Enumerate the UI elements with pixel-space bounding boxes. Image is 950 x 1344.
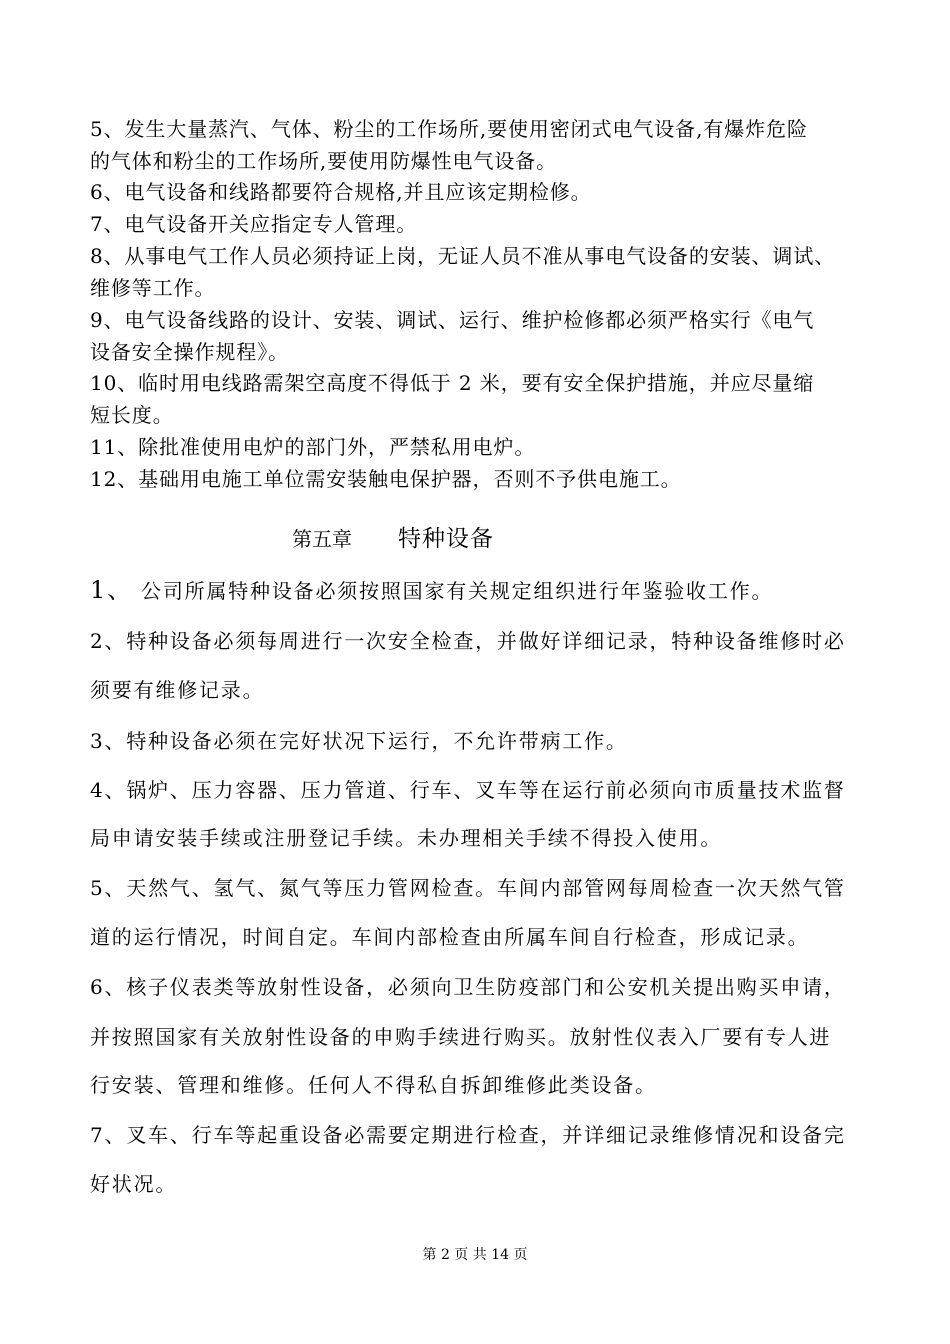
paragraph-line: 5、发生大量蒸汽、气体、粉尘的工作场所,要使用密闭式电气设备,有爆炸危险 (90, 117, 808, 141)
item-number: 1、 (90, 576, 133, 604)
paragraph-line: 5、天然气、氢气、氮气等压力管网检查。车间内部管网每周检查一次天然气管 (90, 876, 846, 900)
page-number-footer: 第 2 页 共 14 页 (422, 1247, 528, 1263)
chapter-heading (292, 524, 494, 556)
paragraph-line: 12、基础用电施工单位需安装触电保护器，否则不予供电施工。 (90, 467, 682, 491)
paragraph-line: 好状况。 (90, 1172, 178, 1196)
item-text: 公司所属特种设备必须按照国家有关规定组织进行年鉴验收工作。 (141, 579, 774, 603)
paragraph-line: 7、电气设备开关应指定专人管理。 (90, 212, 418, 236)
paragraph-line: 10、临时用电线路需架空高度不得低于 2 米，要有安全保护措施，并应尽量缩 (90, 371, 815, 395)
paragraph-line: 短长度。 (90, 403, 174, 427)
paragraph-line: 道的运行情况，时间自定。车间内部检查由所属车间自行检查，形成记录。 (90, 925, 810, 949)
paragraph-line: 9、电气设备线路的设计、安装、调试、运行、维护检修都必须严格实行《电气 (90, 308, 815, 332)
paragraph-line: 6、核子仪表类等放射性设备，必须向卫生防疫部门和公安机关提出购买申请， (90, 975, 846, 999)
paragraph-line: 的气体和粉尘的工作场所,要使用防爆性电气设备。 (90, 149, 558, 173)
paragraph-line: 并按照国家有关放射性设备的申购手续进行购买。放射性仪表入厂要有专人进 (90, 1025, 832, 1049)
paragraph-line: 3、特种设备必须在完好状况下运行，不允许带病工作。 (90, 729, 628, 753)
paragraph-line: 2、特种设备必须每周进行一次安全检查，并做好详细记录，特种设备维修时必 (90, 629, 846, 653)
paragraph-line: 维修等工作。 (90, 276, 216, 300)
chapter-number: 第五章 (292, 527, 352, 551)
chapter-title: 特种设备 (398, 526, 494, 552)
paragraph-line: 局申请安装手续或注册登记手续。未办理相关手续不得投入使用。 (90, 826, 723, 850)
paragraph-line: 7、叉车、行车等起重设备必需要定期进行检查，并详细记录维修情况和设备完 (90, 1123, 846, 1147)
paragraph-line: 11、除批准使用电炉的部门外，严禁私用电炉。 (90, 435, 536, 459)
paragraph-line (90, 578, 870, 603)
paragraph-line: 设备安全操作规程》。 (90, 340, 289, 364)
paragraph-line: 须要有维修记录。 (90, 678, 265, 702)
paragraph-line: 行安装、管理和维修。任何人不得私自拆卸维修此类设备。 (90, 1073, 657, 1097)
paragraph-line: 8、从事电气工作人员必须持证上岗，无证人员不准从事电气设备的安装、调试、 (90, 244, 836, 268)
paragraph-line: 6、电气设备和线路都要符合规格,并且应该定期检修。 (90, 180, 592, 204)
paragraph-line: 4、锅炉、压力容器、压力管道、行车、叉车等在运行前必须向市质量技术监督 (90, 778, 846, 802)
